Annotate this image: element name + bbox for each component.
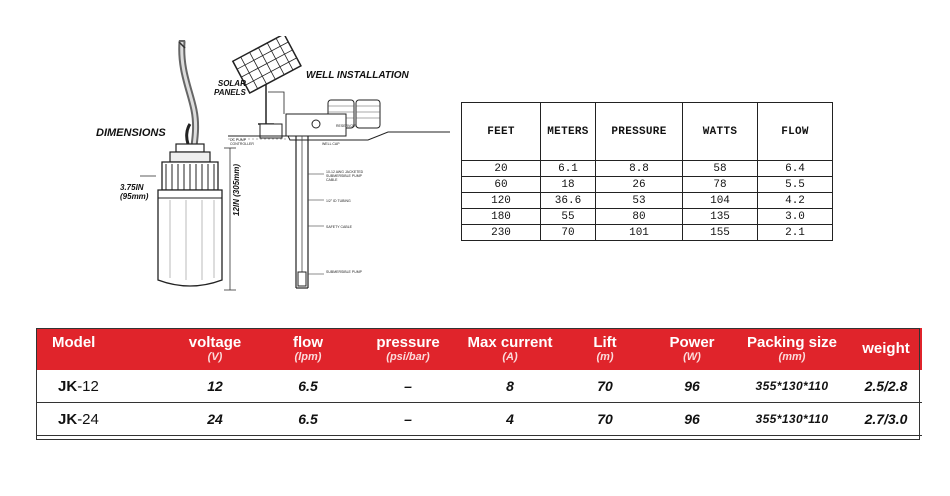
current-cell: 4: [460, 403, 560, 436]
diameter-mm: (95mm): [120, 192, 149, 201]
voltage-cell: 12: [170, 370, 260, 403]
current-cell: 8: [460, 370, 560, 403]
header-unit: (m): [596, 351, 614, 363]
header-label: Max current: [467, 334, 553, 351]
cell: 104: [683, 193, 758, 209]
header-power: [650, 328, 734, 370]
header-unit: (lpm): [294, 351, 322, 363]
well-cap-label: WELL CAP: [322, 142, 340, 146]
spec-header-flow: FLOW: [758, 103, 833, 161]
solar-word: SOLAR: [217, 79, 246, 88]
header-label: Lift: [593, 334, 617, 351]
header-unit: (A): [502, 351, 518, 363]
cell: 55: [541, 209, 596, 225]
model-cell: [36, 403, 170, 436]
lift-cell: 70: [560, 370, 650, 403]
spec-header-pressure: PRESSURE: [596, 103, 683, 161]
cell: 8.8: [596, 161, 683, 177]
header-unit: (W): [683, 351, 701, 363]
model-suffix: -12: [77, 377, 99, 395]
controller-label: DC PUMP CONTROLLER: [230, 138, 254, 146]
header-lift: [560, 328, 650, 370]
height-in: 12IN: [232, 199, 241, 216]
header-packing-size: [734, 328, 850, 370]
header-pressure: [356, 328, 460, 370]
safety-cable-label: SAFETY CABLE: [326, 225, 353, 229]
model-header-row: [36, 328, 922, 370]
cell: 5.5: [758, 177, 833, 193]
spec-header-meters: METERS: [541, 103, 596, 161]
pressure-cell: –: [356, 370, 460, 403]
header-label: flow: [293, 334, 323, 351]
cell: 60: [462, 177, 541, 193]
power-cell: 96: [650, 370, 734, 403]
cell: 180: [462, 209, 541, 225]
header-unit: (mm): [778, 351, 806, 363]
height-mm: (305mm): [232, 163, 241, 197]
cell: 135: [683, 209, 758, 225]
dimensions-label: DIMENSIONS: [96, 127, 166, 139]
header-label: voltage: [188, 334, 242, 351]
header-max-current: [460, 328, 560, 370]
pressure-cell: –: [356, 403, 460, 436]
header-label: pressure: [376, 334, 440, 351]
table-row: [462, 193, 833, 209]
packing-cell: 355*130*110: [734, 370, 850, 403]
table-row: [36, 370, 922, 403]
diameter-label: [120, 183, 148, 201]
cell: 230: [462, 225, 541, 241]
spec-table: [461, 102, 833, 241]
table-row: [462, 209, 833, 225]
model-cell: [36, 370, 170, 403]
cell: 78: [683, 177, 758, 193]
table-row: [36, 403, 922, 436]
header-flow: [260, 328, 356, 370]
panels-word: PANELS: [214, 88, 246, 97]
spec-header-feet: FEET: [462, 103, 541, 161]
cell: 20: [462, 161, 541, 177]
spec-header-row: [462, 103, 833, 161]
header-label: Power: [669, 334, 715, 351]
cell: 36.6: [541, 193, 596, 209]
well-installation-title: WELL INSTALLATION: [306, 70, 409, 81]
cell: 155: [683, 225, 758, 241]
cell: 18: [541, 177, 596, 193]
header-label: weight: [862, 340, 910, 357]
lift-cell: 70: [560, 403, 650, 436]
flow-cell: 6.5: [260, 403, 356, 436]
packing-cell: 355*130*110: [734, 403, 850, 436]
cell: 2.1: [758, 225, 833, 241]
power-cell: 96: [650, 403, 734, 436]
cell: 101: [596, 225, 683, 241]
table-row: [462, 177, 833, 193]
cell: 3.0: [758, 209, 833, 225]
diameter-in: 3.75IN: [120, 183, 144, 192]
model-table: [36, 328, 922, 436]
weight-cell: 2.5/2.8: [850, 370, 922, 403]
model-prefix: JK: [58, 410, 78, 428]
model-prefix: JK: [58, 377, 78, 395]
table-row: [462, 161, 833, 177]
table-row: [462, 225, 833, 241]
cable-label: 10-12 AWG JACKETED SUBMERSIBLE PUMP CABLE: [326, 170, 364, 182]
pump-label: SUBMERSIBLE PUMP: [326, 270, 362, 274]
cell: 58: [683, 161, 758, 177]
cell: 4.2: [758, 193, 833, 209]
cell: 53: [596, 193, 683, 209]
header-label: Model: [52, 334, 96, 351]
cell: 6.4: [758, 161, 833, 177]
header-weight: [850, 328, 922, 370]
weight-cell: 2.7/3.0: [850, 403, 922, 436]
solar-panels-label: [214, 79, 246, 97]
tubing-label: 1/2" ID TUBING: [326, 199, 351, 203]
header-unit: (V): [207, 351, 223, 363]
cell: 70: [541, 225, 596, 241]
header-model: [36, 328, 170, 370]
voltage-cell: 24: [170, 403, 260, 436]
spec-header-watts: WATTS: [683, 103, 758, 161]
model-suffix: -24: [77, 410, 99, 428]
cell: 6.1: [541, 161, 596, 177]
header-voltage: [170, 328, 260, 370]
header-unit: (psi/bar): [386, 351, 430, 363]
cell: 26: [596, 177, 683, 193]
header-label: Packing size: [746, 334, 838, 351]
reservoir-label: RESERVOIR: [336, 124, 357, 128]
flow-cell: 6.5: [260, 370, 356, 403]
cell: 120: [462, 193, 541, 209]
cell: 80: [596, 209, 683, 225]
